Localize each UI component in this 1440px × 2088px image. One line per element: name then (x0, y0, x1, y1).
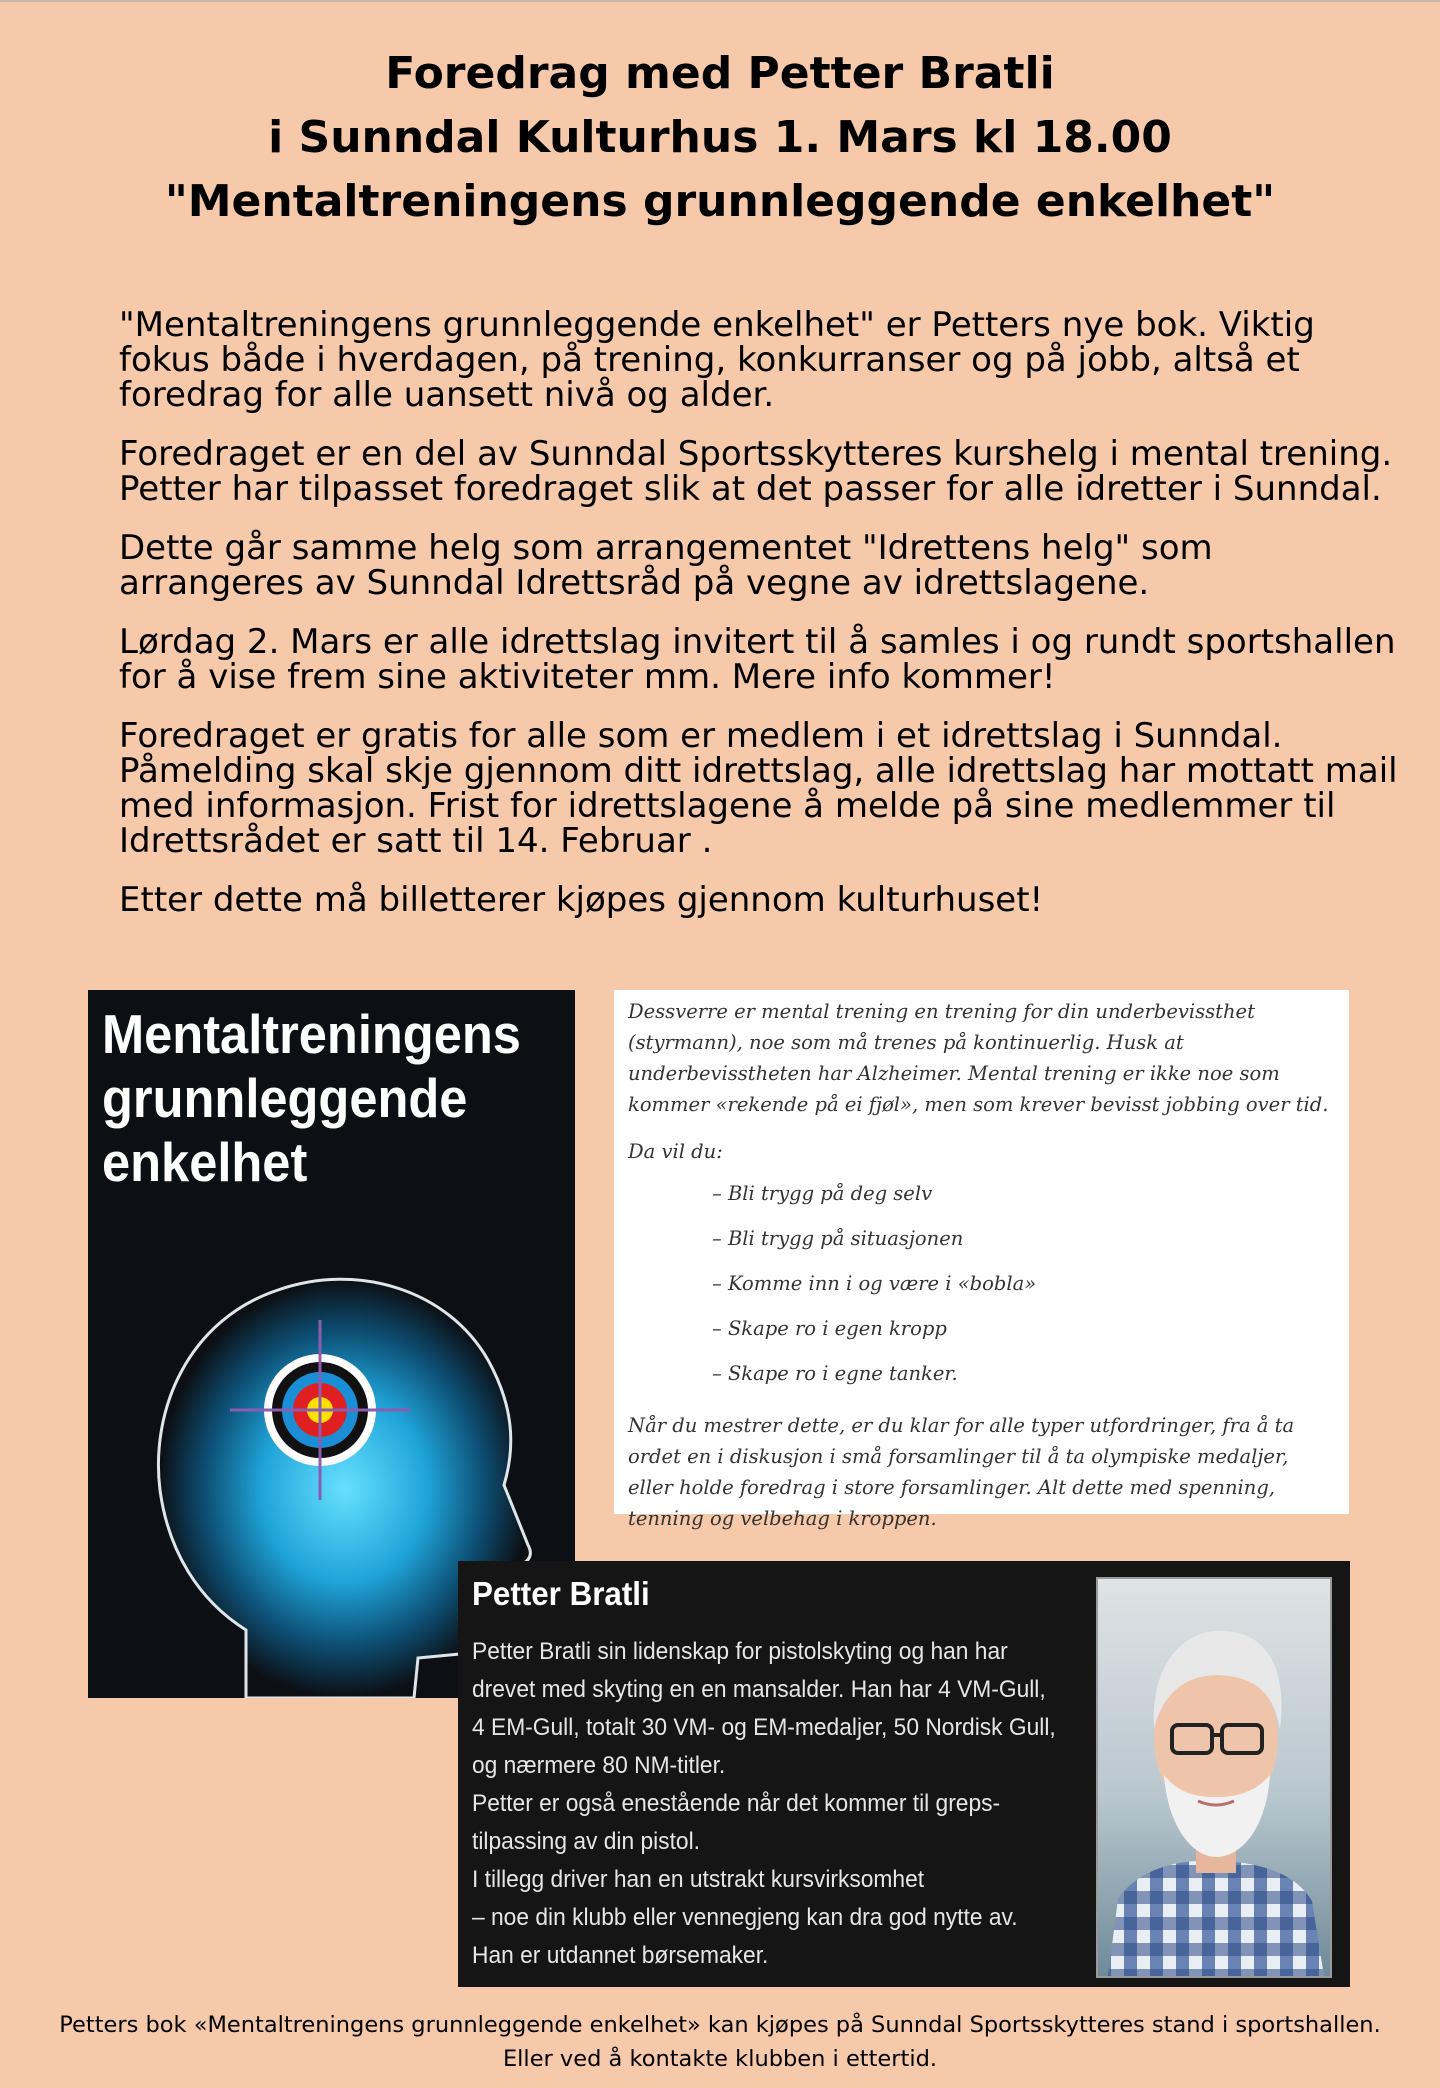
body-text (119, 305, 1399, 942)
heading-line-1: Foredrag med Petter Bratli (385, 48, 1055, 99)
paragraph: Dette går samme helg som arrangementet "Idrettens helg" som arrangeres av Sunndal Idrettsråd på vegne av idrettslagene. (119, 528, 1213, 603)
top-border (0, 0, 1440, 2)
portrait-illustration (1098, 1579, 1330, 1976)
book-excerpt (614, 990, 1349, 1530)
author-bio-card (458, 1561, 1350, 1987)
book-title-line: grunnleggende (102, 1067, 468, 1129)
author-photo (1096, 1577, 1332, 1978)
footer-line-1: Petters bok «Mentaltreningens grunnleggende enkelhet» kan kjøpes på Sunndal Sportsskytteres stand i sportshallen. (59, 2012, 1381, 2038)
paragraph: Lørdag 2. Mars er alle idrettslag invitert til å samles i og rundt sportshallen for å vise frem sine aktiviteter mm. Mere info kommer! (119, 622, 1396, 697)
book-title-line: enkelhet (102, 1131, 308, 1193)
paragraph: Foredraget er gratis for alle som er medlem i et idrettslag i Sunndal. Påmelding skal skje gjennom ditt idrettslag, alle idrettslag har mottatt mail med informasjon. Frist for idrettslagene å melde på sine medlemmer til Idrettsrådet er satt til 14. Februar . (119, 716, 1398, 861)
bio-text (472, 1633, 1067, 1975)
excerpt-lead: Da vil du: (628, 1140, 723, 1163)
bio-line: 4 EM-Gull, totalt 30 VM- og EM-medaljer, 50 Nordisk Gull, (472, 1714, 1056, 1741)
poster-heading (0, 42, 1440, 234)
bio-line: Petter Bratli sin lidenskap for pistolskyting og han har (472, 1638, 1008, 1665)
bio-line: og nærmere 80 NM-titler. (472, 1752, 726, 1779)
bio-line: I tillegg driver han en utstrakt kursvirksomhet (472, 1866, 925, 1893)
list-item: – Bli trygg på situasjonen (712, 1227, 964, 1250)
list-item: – Skape ro i egen kropp (712, 1317, 947, 1340)
bio-line: Han er utdannet børsemaker. (472, 1942, 769, 1969)
bio-name: Petter Bratli (472, 1575, 650, 1612)
bio-line: Petter er også enestående når det kommer til greps- (472, 1790, 1001, 1817)
book-cover-title (102, 1002, 521, 1194)
heading-line-3: "Mentaltreningens grunnleggende enkelhet" (164, 176, 1276, 227)
heading-line-2: i Sunndal Kulturhus 1. Mars kl 18.00 (268, 112, 1172, 163)
book-title-line: Mentaltreningens (102, 1003, 521, 1065)
excerpt-outro: Når du mestrer dette, er du klar for alle typer utfordringer, fra å ta ordet en i diskusjon i små forsamlinger til å ta olympiske medaljer, eller holde foredrag i store forsamlinger. Alt dette med spenning, tenning og velbehag i kroppen. (628, 1414, 1295, 1530)
paragraph: Foredraget er en del av Sunndal Sportsskytteres kurshelg i mental trening. Petter har tilpasset foredraget slik at det passer for alle idretter i Sunndal. (119, 434, 1393, 509)
excerpt-intro: Dessverre er mental trening en trening for din underbevissthet (styrmann), noe som må trenes på kontinuerlig. Husk at underbevisstheten har Alzheimer. Mental trening er ikke noe som kommer «rekende på ei fjøl», men som krever bevisst jobbing over tid. (628, 1000, 1329, 1116)
footer-line-2: Eller ved å kontakte klubben i ettertid. (502, 2046, 938, 2072)
bio-line: drevet med skyting en en mansalder. Han har 4 VM-Gull, (472, 1676, 1046, 1703)
footer-note (0, 2008, 1440, 2076)
bio-line: – noe din klubb eller vennegjeng kan dra god nytte av. (472, 1904, 1018, 1931)
bio-line: tilpassing av din pistol. (472, 1828, 700, 1855)
excerpt-list (628, 1171, 1333, 1396)
paragraph: Etter dette må billetterer kjøpes gjennom kulturhuset! (119, 880, 1044, 920)
list-item: – Skape ro i egne tanker. (712, 1362, 958, 1385)
list-item: – Bli trygg på deg selv (712, 1182, 933, 1205)
paragraph: "Mentaltreningens grunnleggende enkelhet" er Petters nye bok. Viktig fokus både i hverdagen, på trening, konkurranser og på jobb, altså et foredrag for alle uansett nivå og alder. (119, 305, 1315, 415)
list-item: – Komme inn i og være i «bobla» (712, 1272, 1037, 1295)
